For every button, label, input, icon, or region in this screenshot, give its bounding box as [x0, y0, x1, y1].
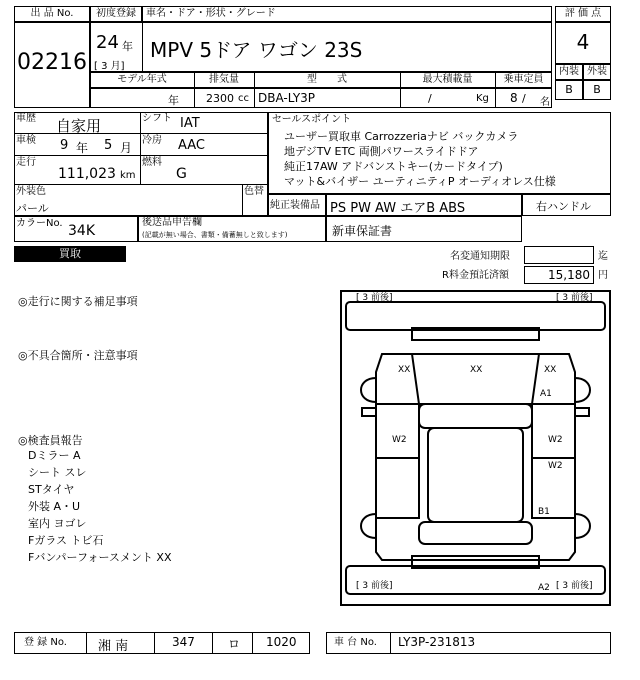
mark-w2-right-1: W2 — [548, 435, 563, 445]
first-reg-year: 24 — [96, 32, 119, 53]
reg-div-2 — [154, 632, 155, 654]
inspection-year: 9 — [60, 138, 69, 153]
reg-div-4 — [252, 632, 253, 654]
model-year-label: モデル年式 — [117, 74, 167, 85]
max-load-unit: Kg — [476, 93, 489, 104]
report-line-6: Fガラス トビ石 — [28, 534, 104, 547]
capacity-slash: / — [522, 92, 526, 105]
mark-w2-right-2: W2 — [548, 461, 563, 471]
mileage: 111,023 — [58, 166, 116, 182]
supplement-label: ◎走行に関する補足事項 — [18, 295, 138, 308]
inspection-label: 車検 — [16, 135, 36, 146]
interior-grade: B — [565, 83, 573, 96]
front-left-wheel — [361, 378, 376, 402]
mileage-label: 走行 — [16, 157, 36, 168]
mark-a1: A1 — [540, 389, 552, 399]
year-unit: 年 — [122, 40, 133, 53]
report-line-1: Dミラー A — [28, 449, 81, 462]
roof-panel — [428, 428, 523, 522]
corner-bottom-left: [ 3 前後] — [356, 581, 393, 591]
report-line-4: 外装 A・U — [28, 500, 81, 513]
details-vline — [140, 112, 141, 184]
corner-top-left: [ 3 前後] — [356, 293, 393, 303]
capacity: 8 — [510, 91, 518, 105]
title-deadline-unit: 迄 — [598, 251, 608, 262]
equipment-value: PS PW AW エアB ABS — [330, 201, 466, 216]
details-hline-2 — [14, 155, 268, 156]
inspection-month: 5 — [104, 138, 113, 153]
max-load-slash: / — [428, 92, 432, 105]
max-load-label: 最大積載量 — [422, 74, 473, 85]
name-divider — [142, 22, 143, 72]
defects-label: ◎不具合箇所・注意事項 — [18, 349, 138, 362]
first-reg-label: 初度登録 — [96, 8, 136, 19]
mileage-unit: km — [120, 170, 136, 181]
title-deadline-box — [524, 246, 594, 264]
reg-div-3 — [212, 632, 213, 654]
front-right-wheel — [575, 378, 590, 402]
lot-no-label: 出 品 No. — [30, 8, 74, 19]
inspection-month-unit: 月 — [120, 141, 133, 155]
sales-line-3: 純正17AW アドバンストキー(カードタイプ) — [284, 160, 503, 173]
first-reg-month: [ 3 月] — [94, 61, 125, 72]
mark-xx-center: XX — [470, 365, 483, 375]
inspector-label: ◎検査員報告 — [18, 434, 83, 447]
sales-line-4: マット&バイザー ユーティニティP オーディオレス仕様 — [284, 175, 556, 188]
shift-label: シフト — [142, 113, 172, 124]
front-outline-top — [346, 302, 605, 330]
corner-top-right: [ 3 前後] — [556, 293, 593, 303]
left-rear-door — [376, 458, 419, 518]
report-line-3: STタイヤ — [28, 483, 75, 496]
shift: IAT — [180, 116, 200, 131]
left-mirror — [362, 408, 376, 416]
sales-line-2: 地デジTV ETC 両側パワースライドドア — [284, 145, 479, 158]
color-label: 色替 — [244, 186, 264, 197]
displacement-unit: cc — [238, 93, 249, 104]
reg-class: 347 — [172, 635, 195, 649]
chassis-label: 車 台 No. — [334, 637, 377, 648]
name-label: 車名・ドア・形状・グレード — [146, 8, 276, 19]
model-label: 型 式 — [307, 74, 347, 85]
right-mirror — [575, 408, 589, 416]
mark-a2: A2 — [538, 583, 550, 593]
model-year-unit: 年 — [168, 94, 179, 107]
steering: 右ハンドル — [536, 200, 591, 213]
mark-xx-left: XX — [398, 365, 411, 375]
corner-bottom-right: [ 3 前後] — [556, 581, 593, 591]
recycle-unit: 円 — [598, 270, 608, 281]
rating-label: 評 価 点 — [564, 8, 602, 19]
history-label: 車歴 — [16, 113, 36, 124]
rear-left-wheel — [361, 514, 376, 538]
color-no: 34K — [68, 223, 95, 239]
later-docs-note: (記載が無い場合、書類・備蓄無しと致します) — [142, 231, 288, 239]
recycle-label: R料金預託済額 — [442, 270, 509, 281]
interior-label: 内装 — [559, 66, 579, 77]
details-hline-3 — [14, 184, 268, 185]
aircon: AAC — [178, 138, 205, 153]
capacity-unit: 名 — [540, 97, 550, 108]
rear-glass — [419, 522, 532, 544]
history: 自家用 — [56, 117, 102, 135]
mark-xx-right: XX — [544, 365, 557, 375]
left-front-door — [376, 404, 419, 458]
reg-number: 1020 — [266, 635, 297, 649]
report-line-2: シート スレ — [28, 466, 87, 479]
purchase-badge-text: 買取 — [59, 247, 81, 260]
capacity-label: 乗車定員 — [503, 74, 544, 85]
reg-no-label: 登 録 No. — [24, 637, 67, 648]
chassis-div — [390, 632, 391, 654]
displacement-label: 排気量 — [209, 74, 239, 85]
title-deadline-label: 名変通知期限 — [450, 251, 510, 262]
reg-kana: ロ — [228, 637, 241, 651]
report-line-7: Fバンパーフォースメント XX — [28, 551, 172, 564]
ext-color: パール — [16, 202, 49, 215]
mark-b1: B1 — [538, 507, 550, 517]
later-docs: 新車保証書 — [332, 224, 393, 238]
displacement: 2300 — [206, 92, 234, 105]
mark-w2-left: W2 — [392, 435, 407, 445]
sales-line-1: ユーザー買取車 Carrozzeriaナビ バックカメラ — [284, 130, 519, 143]
hood-panel — [412, 354, 539, 404]
right-front-door — [532, 404, 575, 458]
sales-points-label: セールスポイント — [272, 114, 352, 125]
color-no-label: カラーNo. — [16, 218, 63, 229]
report-line-5: 室内 ヨゴレ — [28, 517, 87, 530]
color-vline — [242, 184, 243, 216]
exterior-label: 外装 — [587, 66, 607, 77]
reg-area: 湘 南 — [98, 639, 129, 654]
later-docs-label: 後送品申告欄 — [142, 217, 202, 228]
aircon-label: 冷房 — [142, 135, 162, 146]
exterior-grade: B — [593, 83, 601, 96]
fuel-label: 燃料 — [142, 157, 162, 168]
model-code: DBA-LY3P — [258, 91, 316, 105]
equipment-label: 純正装備品 — [270, 200, 320, 211]
rating: 4 — [576, 30, 590, 54]
car-diagram — [342, 292, 609, 604]
fuel: G — [176, 166, 187, 182]
recycle-amount: 15,180 — [548, 268, 590, 282]
details-grid — [14, 112, 268, 216]
chassis-no: LY3P-231813 — [398, 635, 476, 649]
windshield — [419, 404, 532, 428]
details-hline-1 — [14, 133, 268, 134]
car-name: MPV 5ドア ワゴン 23S — [150, 38, 363, 62]
reg-div-1 — [86, 632, 87, 654]
lot-no: 02216 — [17, 50, 87, 75]
car-diagram-frame — [340, 290, 611, 606]
rear-right-wheel — [575, 514, 590, 538]
inspection-year-unit: 年 — [76, 141, 89, 155]
ext-color-label: 外装色 — [16, 186, 46, 197]
